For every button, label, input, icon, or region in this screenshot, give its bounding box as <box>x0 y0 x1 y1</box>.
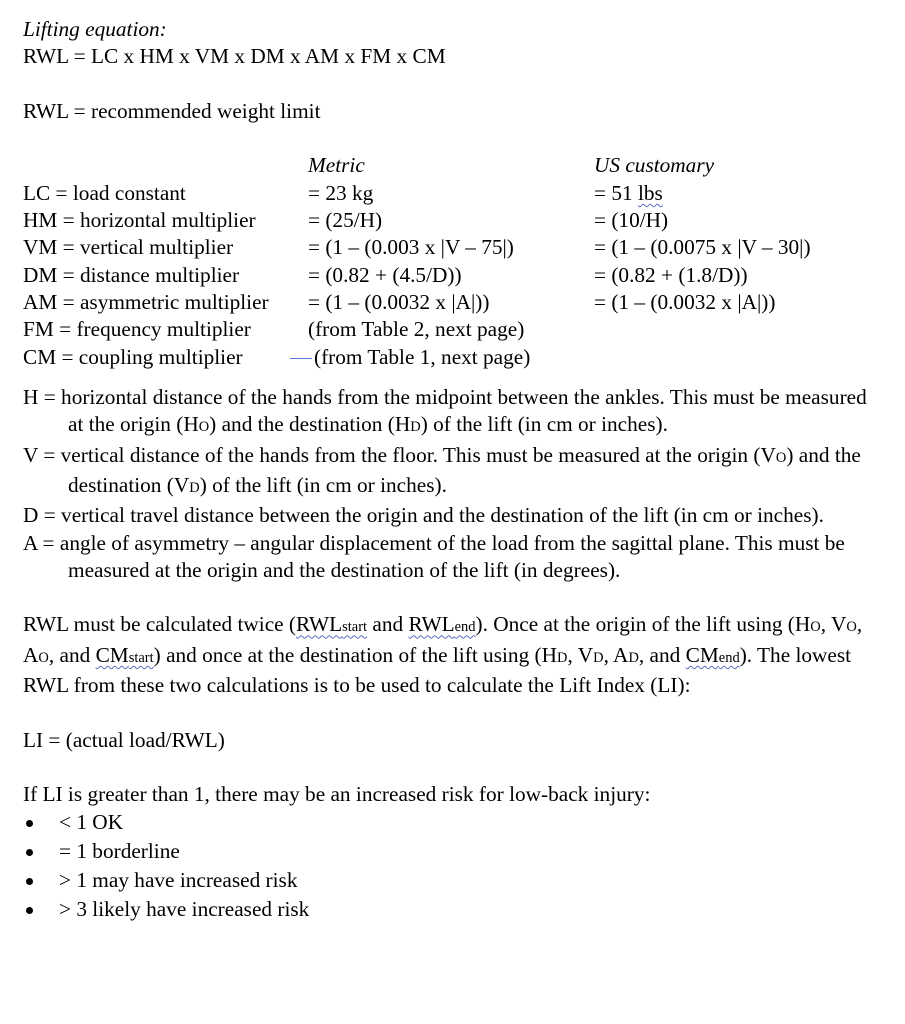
multiplier-table <box>23 152 883 370</box>
metric-column <box>308 152 530 370</box>
metric-vm: = (1 – (0.003 x |V – 75|) <box>308 235 514 260</box>
label-fm: FM = frequency multiplier <box>23 317 251 342</box>
metric-dm: = (0.82 + (4.5/D)) <box>308 262 462 287</box>
def-v: V = vertical distance of the hands from the floor. This must be measured at the origin (VO) and the destination (VD) of the lift (in cm or inches). <box>23 442 861 497</box>
lifting-equation: RWL = LC x HM x VM x DM x AM x FM x CM <box>23 44 446 69</box>
us-lc <box>594 180 811 207</box>
cm-end: CMend <box>685 642 740 667</box>
label-am: AM = asymmetric multiplier <box>23 289 269 314</box>
metric-hm: = (25/H) <box>308 208 383 233</box>
metric-header: Metric <box>308 153 365 178</box>
list-item: > 1 may have increased risk <box>23 867 883 896</box>
list-item: = 1 borderline <box>23 838 883 867</box>
cm-start: CMstart <box>95 642 154 667</box>
heading: Lifting equation: <box>23 17 167 41</box>
us-am: = (1 – (0.0032 x |A|)) <box>594 289 776 314</box>
def-d: D = vertical travel distance between the origin and the destination of the lift (in cm or inches). <box>23 503 824 528</box>
metric-fm: (from Table 2, next page) <box>308 317 525 342</box>
variable-definitions <box>23 384 883 584</box>
us-dm: = (0.82 + (1.8/D)) <box>594 262 748 287</box>
bullet-icon <box>26 907 33 914</box>
list-item: < 1 OK <box>23 809 883 838</box>
anchor-mark <box>290 358 312 359</box>
document-page <box>23 16 883 926</box>
def-a: A = angle of asymmetry – angular displacement of the load from the sagittal plane. This must be measured at the origin and the destination of the lift (in degrees). <box>23 530 845 582</box>
us-hm: = (10/H) <box>594 208 669 233</box>
bullet-icon <box>26 820 33 827</box>
label-dm: DM = distance multiplier <box>23 262 240 287</box>
def-h: H = horizontal distance of the hands from the midpoint between the ankles. This must be measured at the origin (HO) and the destination (HD) of the lift (in cm or inches). <box>23 385 867 437</box>
rwl-start: RWLstart <box>296 612 368 637</box>
us-lc-value: = 51 <box>594 180 638 205</box>
label-cm: CM = coupling multiplier <box>23 344 243 369</box>
bullet-icon <box>26 878 33 885</box>
us-column <box>594 152 811 316</box>
rwl-paragraph: RWL must be calculated twice (RWLstart and RWLend). Once at the origin of the lift using (HO, VO, AO, and CMstart) and once at the destination of the lift using (HD, VD, AD, and CMend). The lowest RWL from these two calculations is to be used to calculate the Lift Index (LI): <box>23 612 863 698</box>
rwl-definition: RWL = recommended weight limit <box>23 98 321 123</box>
label-column <box>23 152 269 370</box>
bullet-icon <box>26 849 33 856</box>
li-formula: LI = (actual load/RWL) <box>23 727 225 752</box>
us-header: US customary <box>594 153 715 178</box>
label-hm: HM = horizontal multiplier <box>23 208 256 233</box>
us-vm: = (1 – (0.0075 x |V – 30|) <box>594 235 811 260</box>
rwl-end: RWLend <box>408 612 476 637</box>
li-intro: If LI is greater than 1, there may be an increased risk for low-back injury: <box>23 782 651 807</box>
us-lc-unit: lbs <box>637 180 663 205</box>
risk-list <box>23 809 883 926</box>
metric-cm: (from Table 1, next page) <box>314 344 531 369</box>
metric-am: = (1 – (0.0032 x |A|)) <box>308 289 490 314</box>
label-lc: LC = load constant <box>23 180 186 205</box>
label-vm: VM = vertical multiplier <box>23 235 234 260</box>
metric-cm-row <box>290 344 530 371</box>
list-item: > 3 likely have increased risk <box>23 896 883 925</box>
metric-lc: = 23 kg <box>308 180 374 205</box>
